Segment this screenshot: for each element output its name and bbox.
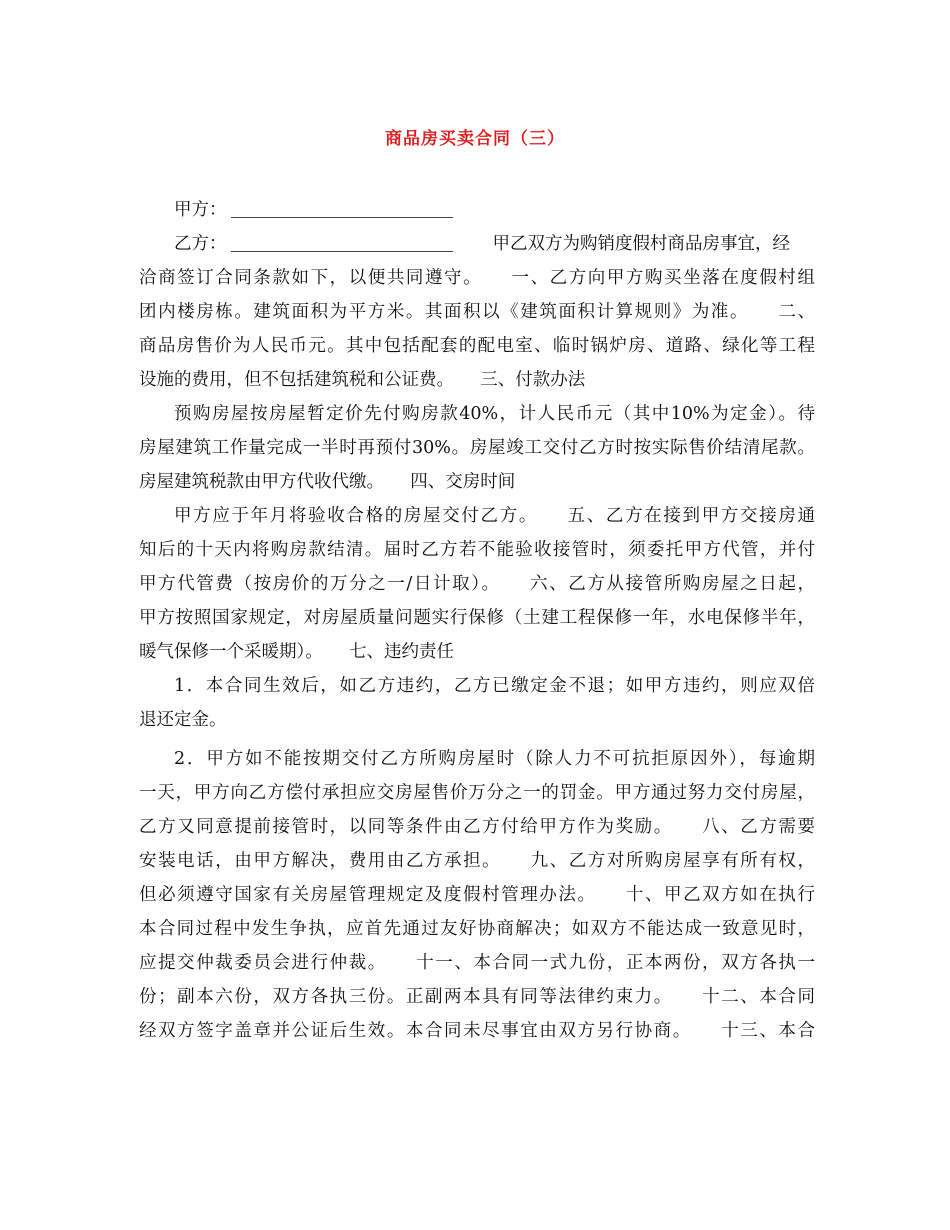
text-line: 但必须遵守国家有关房屋管理规定及度假村管理办法。 十、甲乙双方如在执行 bbox=[139, 885, 815, 905]
text-line: 应提交仲裁委员会进行仲裁。 十一、本合同一式九份，正本两份，双方各执一 bbox=[139, 953, 815, 973]
text-line: 甲方代管费（按房价的万分之一/日计取）。 六、乙方从接管所购房屋之日起， bbox=[139, 574, 815, 594]
text-line: 房屋建筑税款由甲方代收代缴。 四、交房时间 bbox=[139, 472, 516, 492]
text-line: 2．甲方如不能按期交付乙方所购房屋时（除人力不可抗拒原因外），每逾期 bbox=[174, 749, 815, 769]
text-line: 经双方签字盖章并公证后生效。本合同未尽事宜由双方另行协商。 十三、本合 bbox=[139, 1021, 815, 1041]
party-a-line bbox=[139, 193, 815, 227]
text-line: 团内楼房栋。建筑面积为平方米。其面积以《建筑面积计算规则》为准。 二、 bbox=[139, 302, 815, 322]
text-line: 乙方又同意提前接管时，以同等条件由乙方付给甲方作为奖励。 八、乙方需要 bbox=[139, 817, 815, 837]
text-line: 份；副本六份，双方各执三份。正副两本具有同等法律约束力。 十二、本合同 bbox=[139, 987, 815, 1007]
text-line: 1．本合同生效后，如乙方违约，乙方已缴定金不退；如甲方违约，则应双倍 bbox=[174, 676, 815, 696]
text-line: 安装电话，由甲方解决，费用由乙方承担。 九、乙方对所购房屋享有所有权， bbox=[139, 851, 815, 871]
text-line: 商品房售价为人民币元。其中包括配套的配电室、临时锅炉房、道路、绿化等工程 bbox=[139, 336, 815, 356]
text-line: 本合同过程中发生争执，应首先通过友好协商解决；如双方不能达成一致意见时， bbox=[139, 919, 815, 939]
text-line: 设施的费用，但不包括建筑税和公证费。 三、付款办法 bbox=[139, 370, 586, 390]
text-line: 预购房屋按房屋暂定价先付购房款40%，计人民币元（其中10%为定金）。待 bbox=[174, 404, 815, 424]
party-b-label: 乙方： bbox=[174, 234, 227, 254]
party-b-rest: 甲乙双方为购销度假村商品房事宜，经 bbox=[492, 234, 790, 254]
text-line: 一天，甲方向乙方偿付承担应交房屋售价万分之一的罚金。甲方通过努力交付房屋， bbox=[139, 783, 815, 803]
party-b-line bbox=[139, 227, 815, 261]
text-line: 房屋建筑工作量完成一半时再预付30%。房屋竣工交付乙方时按实际售价结清尾款。 bbox=[139, 438, 815, 458]
text-line: 甲方按照国家规定，对房屋质量问题实行保修（土建工程保修一年，水电保修半年， bbox=[139, 608, 815, 628]
text-line: 知后的十天内将购房款结清。届时乙方若不能验收接管时，须委托甲方代管，并付 bbox=[139, 540, 815, 560]
party-b-blank bbox=[231, 233, 453, 252]
text-line: 暖气保修一个采暖期）。 七、违约责任 bbox=[139, 642, 454, 662]
contract-body bbox=[139, 193, 815, 1048]
text-line: 洽商签订合同条款如下，以便共同遵守。 一、乙方向甲方购买坐落在度假村组 bbox=[139, 268, 815, 288]
text-line: 退还定金。 bbox=[139, 710, 227, 730]
document-title: 商品房买卖合同（三） bbox=[385, 129, 565, 149]
text-line: 甲方应于年月将验收合格的房屋交付乙方。 五、乙方在接到甲方交接房通 bbox=[174, 506, 815, 526]
party-a-blank bbox=[231, 199, 453, 218]
party-a-label: 甲方： bbox=[174, 200, 227, 220]
